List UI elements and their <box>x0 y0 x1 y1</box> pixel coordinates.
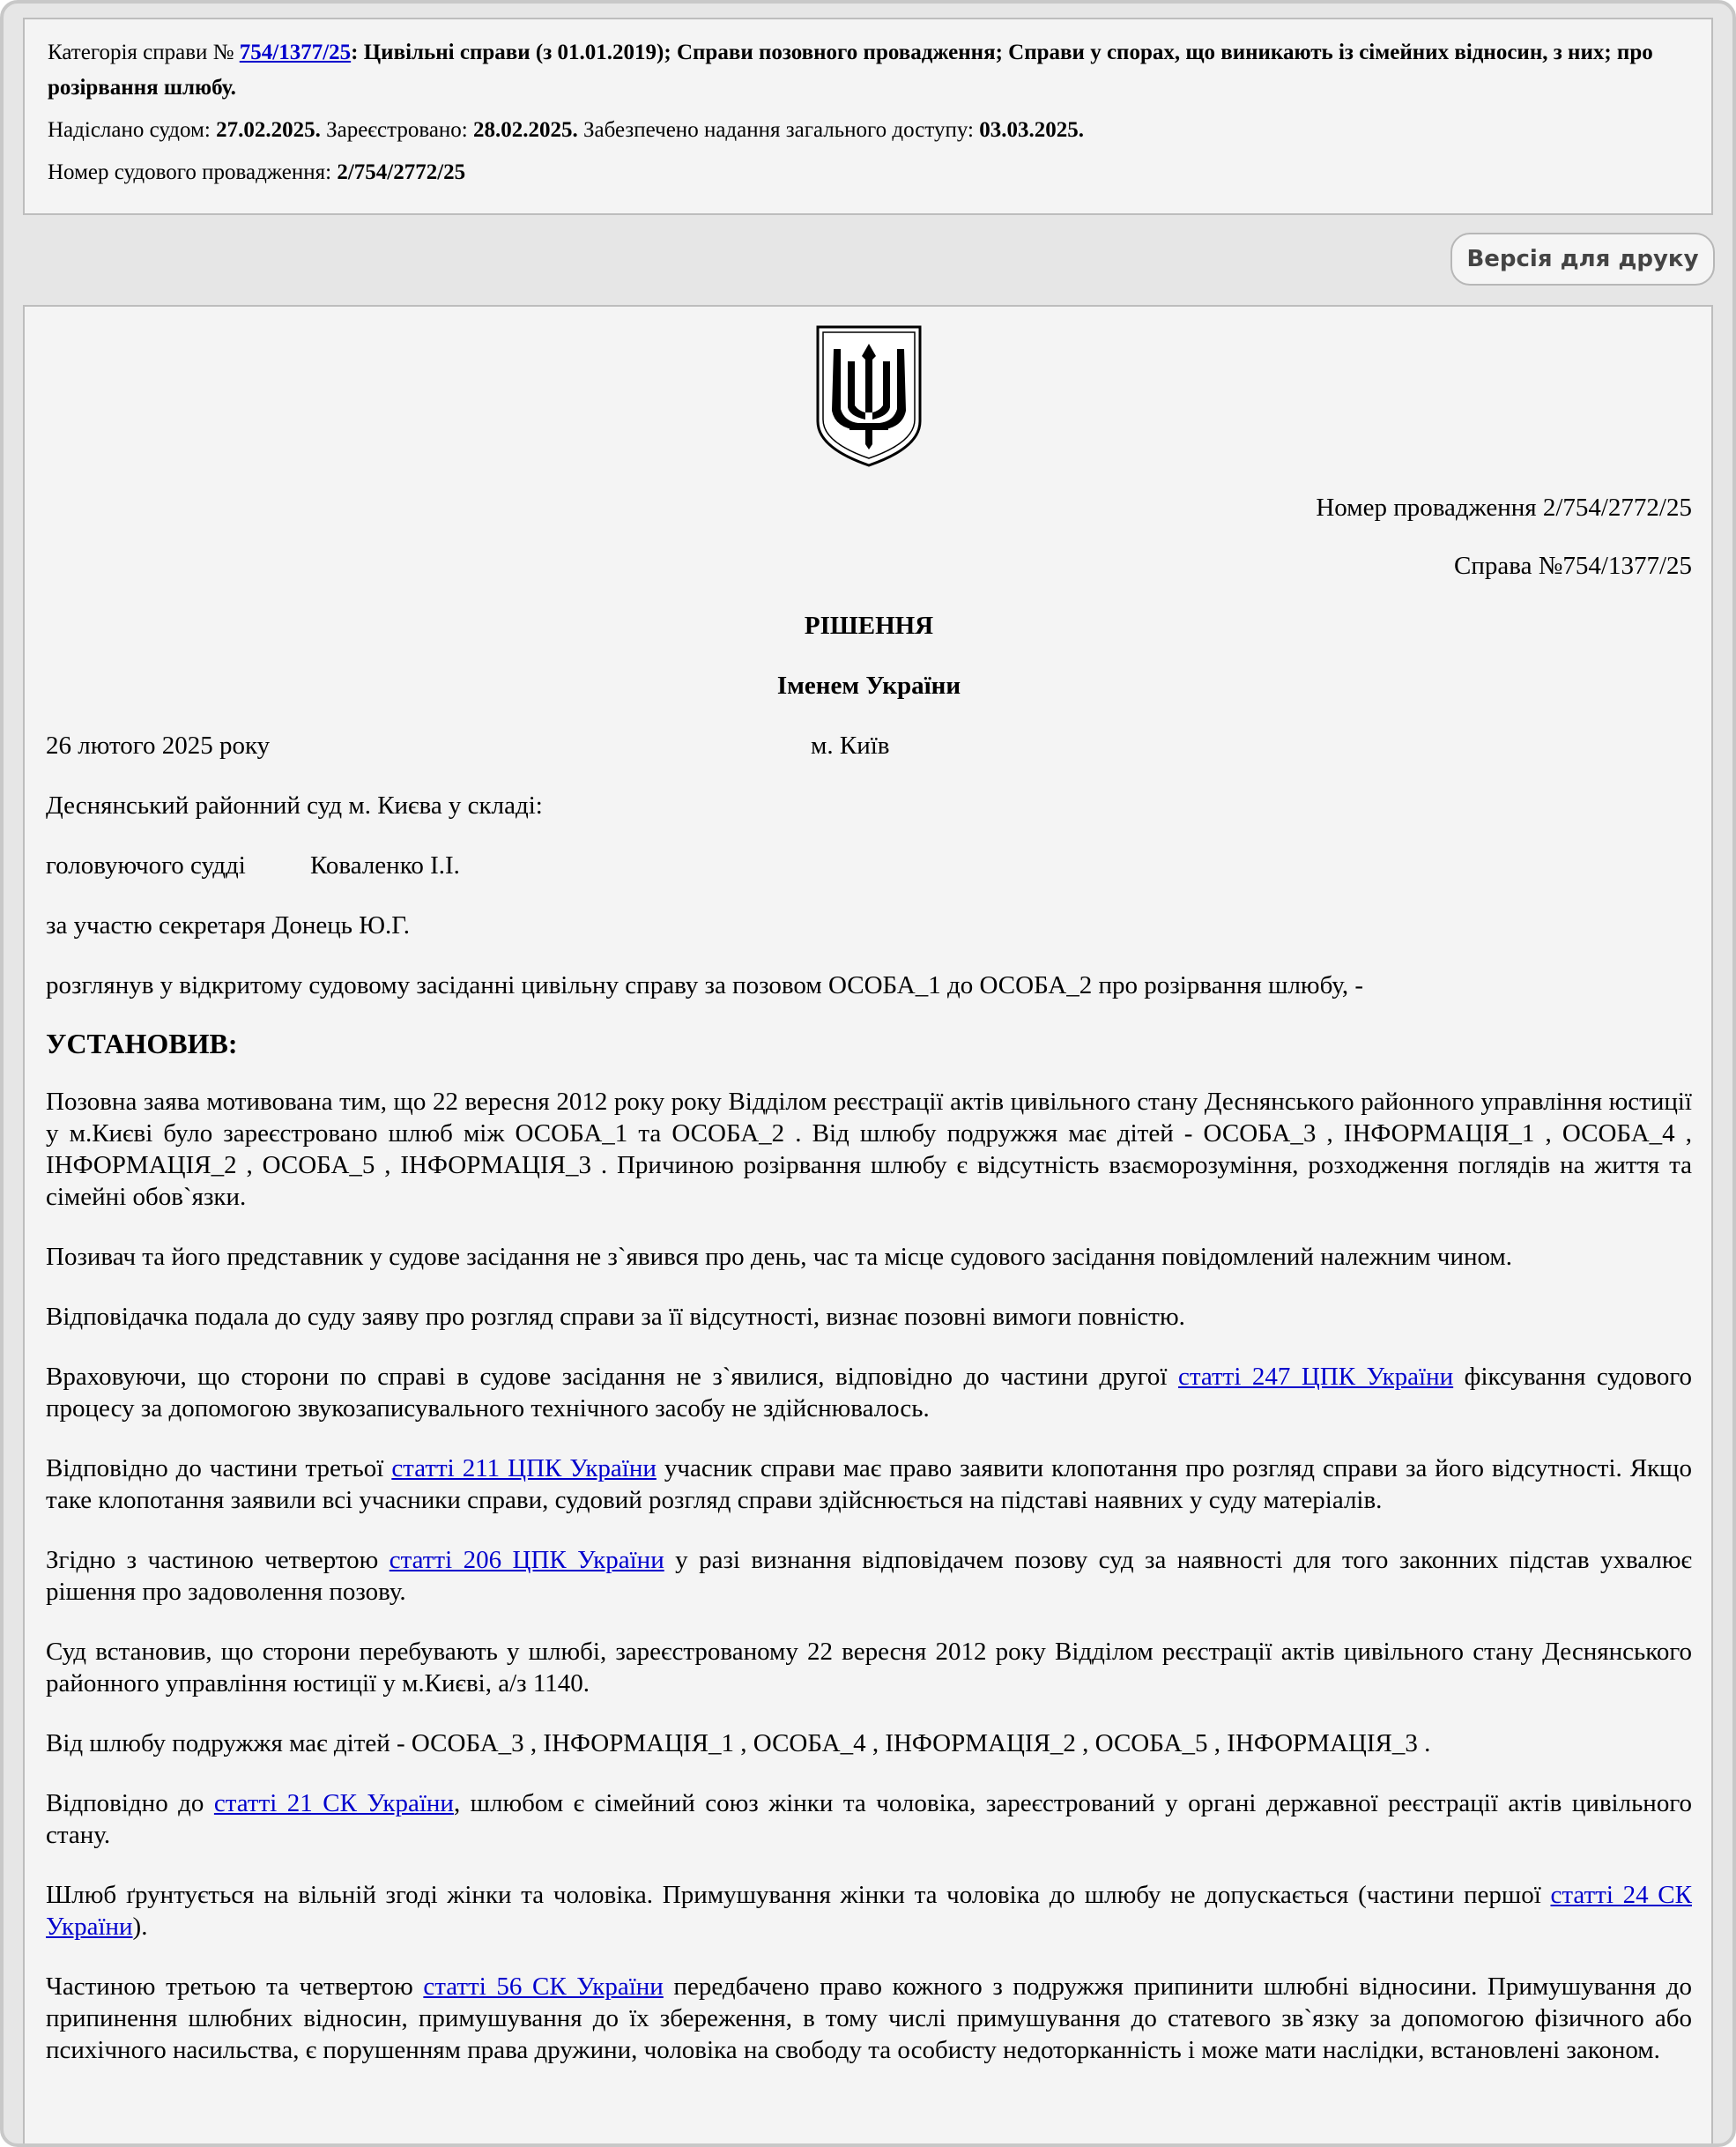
paragraph-8: Від шлюбу подружжя має дітей - ОСОБА_3 , ІНФОРМАЦІЯ_1 , ОСОБА_4 , ІНФОРМАЦІЯ_2 , ОСОБА_5 , ІНФОРМАЦІЯ_3 . <box>46 1729 1431 1757</box>
paragraph-10 <box>46 1879 1692 1943</box>
coat-of-arms-icon <box>814 324 924 467</box>
p11-text-a: Частиною третьою та четвертою <box>46 1972 424 2001</box>
p10-text-b: ). <box>132 1913 148 1941</box>
category-text: : Цивільні справи (з 01.01.2019); Справи позовного провадження; Справи у спорах, що виникають із сімейних відносин, з них; про розірвання шлюбу. <box>48 41 1653 100</box>
p4-text-a: Враховуючи, що сторони по справі в судове засідання не з`явилися, відповідно до частини другої <box>46 1363 1178 1391</box>
paragraph-6 <box>46 1544 1692 1608</box>
paragraph-7: Суд встановив, що сторони перебувають у шлюбі, зареєстрованому 22 вересня 2012 року Відділом реєстрації актів цивільного стану Деснянського районного управління юстиції у м.Києві, а/з 1140. <box>46 1638 1692 1698</box>
p9-text-b: , шлюбом є сімейний союз жінки та чоловіка, зареєстрований у органі державної реєстрації актів цивільного стану. <box>46 1789 1693 1849</box>
sent-date: 27.02.2025. <box>216 118 321 142</box>
intro-paragraph: розглянув у відкритому судовому засіданні цивільну справу за позовом ОСОБА_1 до ОСОБА_2 про розірвання шлюбу, - <box>46 971 1364 999</box>
decision-city: м. Київ <box>811 732 890 760</box>
p11-text-b: передбачено право кожного з подружжя припинити шлюбні відносини. Примушування до припинення шлюбних відносин, примушування до їх збереження, в тому числі примушування до статевого зв`язку за допомогою фізичного або психічного насильства, є порушенням права дружини, чоловіка на свободу та особисту недоторканність і може мати наслідки, встановлені законом. <box>46 1972 1692 2064</box>
category-label: Категорія справи № <box>48 41 234 64</box>
case-number-text: Справа №754/1377/25 <box>1454 552 1692 580</box>
paragraph-2: Позивач та його представник у судове засідання не з`явився про день, час та місце судового засідання повідомлений належним чином. <box>46 1243 1513 1271</box>
registered-label: Зареєстровано: <box>326 118 468 142</box>
judge-name: Коваленко І.І. <box>310 851 460 880</box>
paragraph-5 <box>46 1452 1692 1516</box>
p10-text-a: Шлюб ґрунтується на вільній згоді жінки та чоловіка. Примушування жінки та чоловіка до шлюбу не допускається (частини першої <box>46 1881 1551 1909</box>
date-city-line <box>46 730 1692 761</box>
proceeding-label: Номер судового провадження: <box>48 160 332 184</box>
p9-text-a: Відповідно до <box>46 1789 214 1817</box>
proceeding-number-text: Номер провадження 2/754/2772/25 <box>1316 494 1692 522</box>
paragraph-3: Відповідачка подала до суду заяву про розгляд справи за її відсутності, визнає позовні вимоги повністю. <box>46 1303 1185 1331</box>
case-number-link[interactable]: 754/1377/25 <box>239 41 352 64</box>
access-label: Забезпечено надання загального доступу: <box>583 118 974 142</box>
decision-date: 26 лютого 2025 року <box>46 732 271 760</box>
registered-date: 28.02.2025. <box>473 118 578 142</box>
print-version-button[interactable]: Версія для друку <box>1450 233 1715 286</box>
sent-label: Надіслано судом: <box>48 118 211 142</box>
document-subtitle: Іменем України <box>776 672 961 700</box>
proceeding-number-line <box>48 155 1688 190</box>
article-56-link[interactable]: статті 56 СК України <box>423 1972 664 2001</box>
dates-line <box>48 113 1688 148</box>
article-21-link[interactable]: статті 21 СК України <box>213 1789 454 1817</box>
document-title: РІШЕННЯ <box>804 612 934 640</box>
case-info-panel <box>23 18 1713 215</box>
p5-text-a: Відповідно до частини третьої <box>46 1454 392 1482</box>
paragraph-4 <box>46 1361 1692 1424</box>
proceeding-number: 2/754/2772/25 <box>337 160 466 184</box>
court-composition: Деснянський районний суд м. Києва у складі: <box>46 791 543 820</box>
article-24-link[interactable]: статті 24 СК України <box>46 1881 1692 1941</box>
judge-line <box>46 850 1692 881</box>
secretary-line: за участю секретаря Донець Ю.Г. <box>46 911 411 940</box>
paragraph-1: Позовна заява мотивована тим, що 22 вересня 2012 року року Відділом реєстрації актів цивільного стану Деснянського районного управління юстиції у м.Києві було зареєстровано шлюб між ОСОБА_1 та ОСОБА_2 . Від шлюбу подружжя має дітей - ОСОБА_3 , ІНФОРМАЦІЯ_1 , ОСОБА_4 , ІНФОРМАЦІЯ_2 , ОСОБА_5 , ІНФОРМАЦІЯ_3 . Причиною розірвання шлюбу є відсутність взаєморозуміння, розходження поглядів на життя та сімейні обов`язки. <box>46 1088 1692 1211</box>
access-date: 03.03.2025. <box>979 118 1084 142</box>
p6-text-a: Згідно з частиною четвертою <box>46 1546 389 1574</box>
paragraph-11 <box>46 1971 1692 2066</box>
case-category-line <box>48 35 1688 106</box>
article-247-link[interactable]: статті 247 ЦПК України <box>1177 1363 1454 1391</box>
established-heading: УСТАНОВИВ: <box>46 1028 238 1059</box>
judge-label: головуючого судді <box>46 851 246 880</box>
paragraph-9 <box>46 1787 1692 1851</box>
p4-text-b: фіксування судового процесу за допомогою звукозаписувального технічного засобу не здійснювалось. <box>46 1363 1692 1423</box>
p6-text-b: у разі визнання відповідачем позову суд за наявності для того законних підстав ухвалює рішення про задоволення позову. <box>46 1546 1693 1606</box>
p5-text-b: учасник справи має право заявити клопотання про розгляд справи за його відсутності. Якщо таке клопотання заявили всі учасники справи, судовий розгляд справи здійснюється на підставі наявних у суду матеріалів. <box>46 1454 1692 1514</box>
article-206-link[interactable]: статті 206 ЦПК України <box>389 1546 664 1574</box>
article-211-link[interactable]: статті 211 ЦПК України <box>391 1454 657 1482</box>
document-body <box>23 305 1713 2147</box>
